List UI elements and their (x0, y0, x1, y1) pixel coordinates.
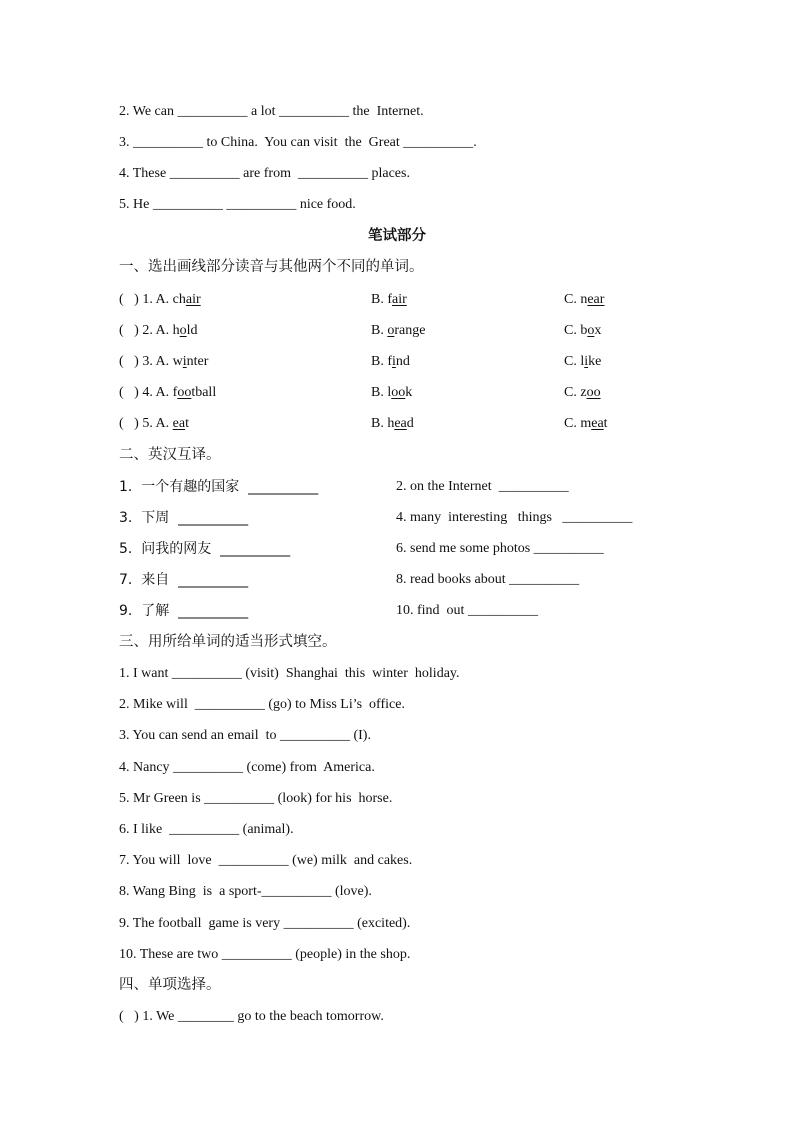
part1-option-c: C. meat (564, 416, 608, 431)
part3-item: 6. I like __________ (animal). (119, 822, 294, 837)
part2-item-left: 9. 了解 __________ (119, 603, 249, 619)
part3-item: 1. I want __________ (visit) Shanghai this winter holiday. (119, 666, 460, 681)
part3-item: 5. Mr Green is __________ (look) for his horse. (119, 791, 393, 806)
part3-item: 10. These are two __________ (people) in the shop. (119, 947, 411, 962)
part3-item: 9. The football game is very __________ (excited). (119, 916, 411, 931)
part2-item-right: 6. send me some photos __________ (396, 541, 604, 556)
part1-option-a: ( ) 5. A. eat (119, 416, 189, 431)
part1-option-c: C. zoo (564, 385, 601, 400)
part1-option-c: C. box (564, 323, 602, 338)
part3-item: 7. You will love __________ (we) milk and cakes. (119, 853, 413, 868)
part2-item-right: 4. many interesting things __________ (396, 510, 633, 525)
part2-item-left: 3. 下周 __________ (119, 510, 249, 526)
part1-option-c: C. near (564, 292, 605, 307)
section-title: 笔试部分 (368, 228, 426, 244)
part3-item: 3. You can send an email to __________ (I). (119, 728, 371, 743)
part1-option-c: C. like (564, 354, 602, 369)
part2-item-left: 7. 来自 __________ (119, 572, 249, 588)
part3-heading: 三、用所给单词的适当形式填空。 (119, 634, 337, 650)
part3-item: 2. Mike will __________ (go) to Miss Li’s office. (119, 697, 405, 712)
part2-item-left: 1. 一个有趣的国家 __________ (119, 479, 319, 495)
part1-option-a: ( ) 3. A. winter (119, 354, 209, 369)
part1-option-b: B. find (371, 354, 410, 369)
listening-line: 3. __________ to China. You can visit the Great __________. (119, 135, 477, 150)
part1-option-b: B. head (371, 416, 414, 431)
part1-option-b: B. look (371, 385, 413, 400)
part2-item-right: 2. on the Internet __________ (396, 479, 569, 494)
part3-item: 4. Nancy __________ (come) from America. (119, 760, 375, 775)
listening-line: 2. We can __________ a lot __________ the Internet. (119, 104, 424, 119)
part1-option-b: B. orange (371, 323, 426, 338)
part2-item-left: 5. 问我的网友 __________ (119, 541, 291, 557)
listening-line: 5. He __________ __________ nice food. (119, 197, 356, 212)
part2-item-right: 8. read books about __________ (396, 572, 580, 587)
part1-heading: 一、选出画线部分读音与其他两个不同的单词。 (119, 259, 424, 275)
part1-option-a: ( ) 4. A. football (119, 385, 217, 400)
part1-option-a: ( ) 1. A. chair (119, 292, 201, 307)
part4-item: ( ) 1. We ________ go to the beach tomorrow. (119, 1009, 384, 1024)
listening-line: 4. These __________ are from __________ places. (119, 166, 410, 181)
part1-option-a: ( ) 2. A. hold (119, 323, 198, 338)
part2-heading: 二、英汉互译。 (119, 447, 221, 463)
part2-item-right: 10. find out __________ (396, 603, 538, 618)
part1-option-b: B. fair (371, 292, 407, 307)
part3-item: 8. Wang Bing is a sport-__________ (love). (119, 884, 372, 899)
part4-heading: 四、单项选择。 (119, 977, 221, 993)
